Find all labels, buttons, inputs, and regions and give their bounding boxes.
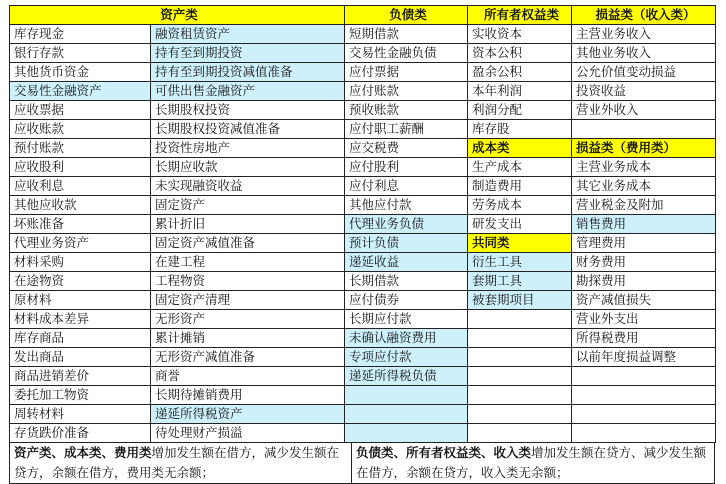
table-row	[10, 386, 716, 405]
income-account-cell: 公允价值变动损益	[572, 63, 716, 82]
table-row	[10, 234, 716, 253]
equity-account-cell: 利润分配	[468, 101, 572, 120]
asset-account-cell: 工程物资	[151, 272, 345, 291]
table-row	[10, 63, 716, 82]
table-row	[10, 177, 716, 196]
cost-account-cell: 生产成本	[468, 158, 572, 177]
asset-account-cell: 应收账款	[10, 120, 151, 139]
table-row	[10, 101, 716, 120]
table-row	[10, 329, 716, 348]
expense-account-cell: 其它业务成本	[572, 177, 716, 196]
table-row	[10, 405, 716, 424]
asset-account-cell: 其他货币资金	[10, 63, 151, 82]
asset-account-cell: 长期股权投资减值准备	[151, 120, 345, 139]
header-income: 损益类（收入类）	[572, 6, 716, 25]
table-row	[10, 253, 716, 272]
common-section-header: 共同类	[468, 234, 572, 253]
table-row	[10, 310, 716, 329]
liability-account-cell: 应付债券	[345, 291, 468, 310]
asset-account-cell: 委托加工物资	[10, 386, 151, 405]
liability-account-cell: 递延收益	[345, 253, 468, 272]
equity-account-cell: 实收资本	[468, 25, 572, 44]
header-liabilities: 负债类	[345, 6, 468, 25]
asset-account-cell: 坏账准备	[10, 215, 151, 234]
asset-account-cell: 商品进销差价	[10, 367, 151, 386]
asset-account-cell: 长期待摊销费用	[151, 386, 345, 405]
table-row	[10, 272, 716, 291]
credit-side-rule	[352, 443, 714, 483]
table-row	[10, 82, 716, 101]
asset-account-cell: 累计折旧	[151, 215, 345, 234]
empty-cell	[345, 386, 468, 405]
liability-account-cell: 其他应付款	[345, 196, 468, 215]
empty-cell	[345, 424, 468, 443]
asset-account-cell: 投资性房地产	[151, 139, 345, 158]
asset-account-cell: 融资租赁资产	[151, 25, 345, 44]
asset-account-cell: 持有至到期投资减值准备	[151, 63, 345, 82]
table-row	[10, 139, 716, 158]
liability-account-cell: 预计负债	[345, 234, 468, 253]
asset-account-cell: 固定资产	[151, 196, 345, 215]
asset-account-cell: 应收股利	[10, 158, 151, 177]
liability-account-cell: 专项应付款	[345, 348, 468, 367]
empty-cell	[572, 424, 716, 443]
common-account-cell: 衍生工具	[468, 253, 572, 272]
liability-account-cell: 长期借款	[345, 272, 468, 291]
asset-account-cell: 代理业务资产	[10, 234, 151, 253]
asset-account-cell: 材料成本差异	[10, 310, 151, 329]
liability-account-cell: 应付职工薪酬	[345, 120, 468, 139]
common-account-cell: 套期工具	[468, 272, 572, 291]
expense-section-header: 损益类（费用类）	[572, 139, 716, 158]
empty-cell	[468, 348, 572, 367]
table-row	[10, 348, 716, 367]
expense-account-cell: 销售费用	[572, 215, 716, 234]
expense-account-cell: 所得税费用	[572, 329, 716, 348]
asset-account-cell: 长期应收款	[151, 158, 345, 177]
liability-account-cell: 短期借款	[345, 25, 468, 44]
equity-account-cell: 盈余公积	[468, 63, 572, 82]
empty-cell	[468, 386, 572, 405]
cost-account-cell: 研发支出	[468, 215, 572, 234]
table-row	[10, 215, 716, 234]
liability-account-cell: 未确认融资费用	[345, 329, 468, 348]
common-account-cell: 被套期项目	[468, 291, 572, 310]
asset-account-cell: 库存商品	[10, 329, 151, 348]
asset-account-cell: 发出商品	[10, 348, 151, 367]
empty-cell	[572, 386, 716, 405]
liability-account-cell: 应交税费	[345, 139, 468, 158]
asset-account-cell: 无形资产	[151, 310, 345, 329]
equity-account-cell: 资本公积	[468, 44, 572, 63]
asset-account-cell: 其他应收款	[10, 196, 151, 215]
liability-account-cell: 应付股利	[345, 158, 468, 177]
table-row	[10, 158, 716, 177]
header-assets: 资产类	[10, 6, 345, 25]
balance-rules-footer	[9, 443, 715, 484]
expense-account-cell: 营业税金及附加	[572, 196, 716, 215]
expense-account-cell: 财务费用	[572, 253, 716, 272]
table-row	[10, 367, 716, 386]
liability-account-cell: 代理业务负债	[345, 215, 468, 234]
expense-account-cell: 主营业务成本	[572, 158, 716, 177]
empty-cell	[468, 405, 572, 424]
asset-account-cell: 交易性金融资产	[10, 82, 151, 101]
liability-account-cell: 长期应付款	[345, 310, 468, 329]
asset-account-cell: 存货跌价准备	[10, 424, 151, 443]
table-row	[10, 196, 716, 215]
debit-side-rule-text: 增加发生额在借方，减少发生额在贷方，余额在借方，费用类无余额；	[14, 445, 340, 480]
asset-account-cell: 周转材料	[10, 405, 151, 424]
empty-cell	[345, 405, 468, 424]
table-row	[10, 424, 716, 443]
asset-account-cell: 商誉	[151, 367, 345, 386]
liability-account-cell: 应付票据	[345, 63, 468, 82]
empty-cell	[468, 424, 572, 443]
cost-account-cell: 劳务成本	[468, 196, 572, 215]
asset-account-cell: 长期股权投资	[151, 101, 345, 120]
accounts-table-sheet	[9, 5, 715, 480]
asset-account-cell: 累计摊销	[151, 329, 345, 348]
asset-account-cell: 应收利息	[10, 177, 151, 196]
liability-account-cell: 预收账款	[345, 101, 468, 120]
expense-account-cell: 资产减值损失	[572, 291, 716, 310]
equity-account-cell: 库存股	[468, 120, 572, 139]
cost-account-cell: 制造费用	[468, 177, 572, 196]
credit-side-categories: 负债类、所有者权益类、收入类	[356, 445, 532, 460]
asset-account-cell: 库存现金	[10, 25, 151, 44]
accounts-table	[9, 5, 716, 443]
asset-account-cell: 待处理财产损溢	[151, 424, 345, 443]
expense-account-cell: 管理费用	[572, 234, 716, 253]
table-row	[10, 120, 716, 139]
asset-account-cell: 预付账款	[10, 139, 151, 158]
expense-account-cell: 营业外支出	[572, 310, 716, 329]
asset-account-cell: 在建工程	[151, 253, 345, 272]
header-row	[10, 6, 716, 25]
liability-account-cell: 应付利息	[345, 177, 468, 196]
credit-side-rule-text: 增加发生额在贷方、减少发生额在借方，余额在贷方，收入类无余额；	[356, 445, 707, 480]
expense-account-cell: 勘探费用	[572, 272, 716, 291]
equity-account-cell: 本年利润	[468, 82, 572, 101]
empty-cell	[572, 367, 716, 386]
asset-account-cell: 在途物资	[10, 272, 151, 291]
asset-account-cell: 无形资产减值准备	[151, 348, 345, 367]
expense-account-cell: 以前年度损益调整	[572, 348, 716, 367]
empty-cell	[572, 120, 716, 139]
liability-account-cell: 递延所得税负债	[345, 367, 468, 386]
liability-account-cell: 交易性金融负债	[345, 44, 468, 63]
table-row	[10, 291, 716, 310]
asset-account-cell: 固定资产减值准备	[151, 234, 345, 253]
asset-account-cell: 原材料	[10, 291, 151, 310]
asset-account-cell: 应收票据	[10, 101, 151, 120]
header-equity: 所有者权益类	[468, 6, 572, 25]
empty-cell	[468, 329, 572, 348]
empty-cell	[468, 367, 572, 386]
income-account-cell: 其他业务收入	[572, 44, 716, 63]
income-account-cell: 主营业务收入	[572, 25, 716, 44]
asset-account-cell: 可供出售金融资产	[151, 82, 345, 101]
asset-account-cell: 未实现融资收益	[151, 177, 345, 196]
income-account-cell: 营业外收入	[572, 101, 716, 120]
asset-account-cell: 递延所得税资产	[151, 405, 345, 424]
asset-account-cell: 固定资产清理	[151, 291, 345, 310]
cost-section-header: 成本类	[468, 139, 572, 158]
liability-account-cell: 应付账款	[345, 82, 468, 101]
asset-account-cell: 银行存款	[10, 44, 151, 63]
table-row	[10, 44, 716, 63]
debit-side-rule	[10, 443, 352, 483]
empty-cell	[468, 310, 572, 329]
empty-cell	[572, 405, 716, 424]
debit-side-categories: 资产类、成本类、费用类	[14, 445, 152, 460]
income-account-cell: 投资收益	[572, 82, 716, 101]
accounts-table-body	[10, 6, 716, 443]
asset-account-cell: 材料采购	[10, 253, 151, 272]
asset-account-cell: 持有至到期投资	[151, 44, 345, 63]
table-row	[10, 25, 716, 44]
